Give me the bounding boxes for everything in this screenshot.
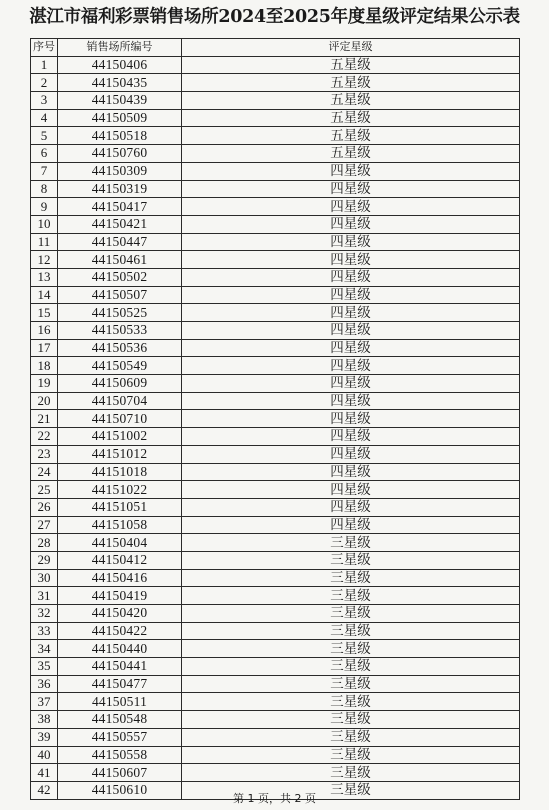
venue-id-cell: 44151018 — [58, 463, 182, 481]
serial-number-cell: 22 — [31, 428, 58, 446]
serial-number-cell: 29 — [31, 551, 58, 569]
star-rating-cell: 四星级 — [182, 339, 520, 357]
table-row — [31, 198, 520, 216]
serial-number-cell: 5 — [31, 127, 58, 145]
venue-id-cell: 44150710 — [58, 410, 182, 428]
serial-number-cell: 36 — [31, 675, 58, 693]
star-rating-cell: 四星级 — [182, 445, 520, 463]
star-rating-cell: 四星级 — [182, 215, 520, 233]
serial-number-cell: 38 — [31, 711, 58, 729]
serial-number-cell: 14 — [31, 286, 58, 304]
venue-id-cell: 44150461 — [58, 251, 182, 269]
table-row — [31, 463, 520, 481]
venue-id-cell: 44150412 — [58, 551, 182, 569]
venue-id-cell: 44150549 — [58, 357, 182, 375]
serial-number-cell: 24 — [31, 463, 58, 481]
star-rating-cell: 五星级 — [182, 56, 520, 74]
venue-id-cell: 44150435 — [58, 74, 182, 92]
serial-number-cell: 18 — [31, 357, 58, 375]
serial-number-cell: 41 — [31, 764, 58, 782]
serial-number-cell: 7 — [31, 162, 58, 180]
star-rating-cell: 四星级 — [182, 268, 520, 286]
venue-id-cell: 44150447 — [58, 233, 182, 251]
serial-number-cell: 31 — [31, 587, 58, 605]
venue-id-cell: 44150609 — [58, 375, 182, 393]
table-row — [31, 251, 520, 269]
venue-id-cell: 44150607 — [58, 764, 182, 782]
serial-number-cell: 12 — [31, 251, 58, 269]
table-row — [31, 74, 520, 92]
serial-number-cell: 3 — [31, 92, 58, 110]
venue-id-cell: 44150536 — [58, 339, 182, 357]
table-row — [31, 339, 520, 357]
table-header-row — [31, 39, 520, 57]
star-rating-cell: 四星级 — [182, 392, 520, 410]
table-row — [31, 215, 520, 233]
serial-number-cell: 40 — [31, 746, 58, 764]
serial-number-cell: 37 — [31, 693, 58, 711]
star-rating-cell: 三星级 — [182, 728, 520, 746]
star-rating-cell: 四星级 — [182, 286, 520, 304]
star-rating-cell: 三星级 — [182, 640, 520, 658]
star-rating-cell: 三星级 — [182, 746, 520, 764]
venue-id-cell: 44150419 — [58, 587, 182, 605]
venue-id-cell: 44150511 — [58, 693, 182, 711]
serial-number-cell: 8 — [31, 180, 58, 198]
star-rating-cell: 四星级 — [182, 162, 520, 180]
venue-id-cell: 44150610 — [58, 781, 182, 799]
star-rating-cell: 四星级 — [182, 410, 520, 428]
star-rating-cell: 五星级 — [182, 92, 520, 110]
serial-number-cell: 16 — [31, 322, 58, 340]
venue-id-cell: 44150557 — [58, 728, 182, 746]
table-row — [31, 268, 520, 286]
venue-id-cell: 44150441 — [58, 658, 182, 676]
star-rating-cell: 五星级 — [182, 109, 520, 127]
venue-id-cell: 44150507 — [58, 286, 182, 304]
serial-number-cell: 1 — [31, 56, 58, 74]
table-row — [31, 127, 520, 145]
venue-id-cell: 44150404 — [58, 534, 182, 552]
venue-id-cell: 44150518 — [58, 127, 182, 145]
serial-number-cell: 33 — [31, 622, 58, 640]
serial-number-cell: 42 — [31, 781, 58, 799]
table-row — [31, 534, 520, 552]
table-row — [31, 286, 520, 304]
table-row — [31, 569, 520, 587]
table-row — [31, 693, 520, 711]
star-rating-cell: 四星级 — [182, 357, 520, 375]
header-serial-number: 序号 — [31, 39, 58, 57]
venue-id-cell: 44150309 — [58, 162, 182, 180]
serial-number-cell: 25 — [31, 481, 58, 499]
star-rating-cell: 三星级 — [182, 534, 520, 552]
table-row — [31, 445, 520, 463]
star-rating-cell: 三星级 — [182, 605, 520, 623]
serial-number-cell: 4 — [31, 109, 58, 127]
star-rating-cell: 四星级 — [182, 198, 520, 216]
star-rating-cell: 五星级 — [182, 74, 520, 92]
star-rating-cell: 四星级 — [182, 251, 520, 269]
star-rating-cell: 四星级 — [182, 233, 520, 251]
star-rating-cell: 三星级 — [182, 587, 520, 605]
serial-number-cell: 32 — [31, 605, 58, 623]
table-row — [31, 587, 520, 605]
venue-id-cell: 44151012 — [58, 445, 182, 463]
serial-number-cell: 13 — [31, 268, 58, 286]
venue-id-cell: 44150477 — [58, 675, 182, 693]
page-footer: 第 1 页，共 2 页 — [233, 792, 316, 805]
header-venue-id: 销售场所编号 — [58, 39, 182, 57]
table-row — [31, 640, 520, 658]
table-row — [31, 56, 520, 74]
venue-id-cell: 44150417 — [58, 198, 182, 216]
star-rating-cell: 四星级 — [182, 498, 520, 516]
venue-id-cell: 44150704 — [58, 392, 182, 410]
table-row — [31, 481, 520, 499]
star-rating-cell: 三星级 — [182, 764, 520, 782]
table-row — [31, 162, 520, 180]
star-rating-cell: 三星级 — [182, 551, 520, 569]
table-row — [31, 675, 520, 693]
star-rating-cell: 四星级 — [182, 180, 520, 198]
star-rating-cell: 三星级 — [182, 622, 520, 640]
table-row — [31, 551, 520, 569]
results-table — [30, 38, 520, 800]
table-row — [31, 605, 520, 623]
serial-number-cell: 27 — [31, 516, 58, 534]
venue-id-cell: 44150502 — [58, 268, 182, 286]
serial-number-cell: 11 — [31, 233, 58, 251]
table-row — [31, 392, 520, 410]
serial-number-cell: 21 — [31, 410, 58, 428]
table-row — [31, 764, 520, 782]
table-row — [31, 322, 520, 340]
star-rating-cell: 四星级 — [182, 428, 520, 446]
venue-id-cell: 44151058 — [58, 516, 182, 534]
table-row — [31, 304, 520, 322]
serial-number-cell: 6 — [31, 145, 58, 163]
venue-id-cell: 44150406 — [58, 56, 182, 74]
serial-number-cell: 20 — [31, 392, 58, 410]
venue-id-cell: 44150509 — [58, 109, 182, 127]
table-row — [31, 746, 520, 764]
table-row — [31, 145, 520, 163]
venue-id-cell: 44150319 — [58, 180, 182, 198]
star-rating-cell: 四星级 — [182, 516, 520, 534]
serial-number-cell: 15 — [31, 304, 58, 322]
venue-id-cell: 44150440 — [58, 640, 182, 658]
star-rating-cell: 三星级 — [182, 781, 520, 799]
star-rating-cell: 三星级 — [182, 675, 520, 693]
star-rating-cell: 三星级 — [182, 711, 520, 729]
venue-id-cell: 44150548 — [58, 711, 182, 729]
venue-id-cell: 44150422 — [58, 622, 182, 640]
venue-id-cell: 44150439 — [58, 92, 182, 110]
star-rating-cell: 四星级 — [182, 322, 520, 340]
serial-number-cell: 10 — [31, 215, 58, 233]
table-body — [31, 56, 520, 799]
venue-id-cell: 44150421 — [58, 215, 182, 233]
serial-number-cell: 9 — [31, 198, 58, 216]
page-title: 湛江市福利彩票销售场所2024至2025年度星级评定结果公示表 — [29, 7, 520, 27]
venue-id-cell: 44150420 — [58, 605, 182, 623]
star-rating-cell: 四星级 — [182, 463, 520, 481]
table-row — [31, 498, 520, 516]
venue-id-cell: 44150533 — [58, 322, 182, 340]
serial-number-cell: 26 — [31, 498, 58, 516]
table-row — [31, 516, 520, 534]
star-rating-cell: 三星级 — [182, 693, 520, 711]
star-rating-cell: 三星级 — [182, 658, 520, 676]
serial-number-cell: 30 — [31, 569, 58, 587]
table-row — [31, 109, 520, 127]
serial-number-cell: 28 — [31, 534, 58, 552]
table-row — [31, 622, 520, 640]
venue-id-cell: 44151002 — [58, 428, 182, 446]
serial-number-cell: 39 — [31, 728, 58, 746]
serial-number-cell: 35 — [31, 658, 58, 676]
star-rating-cell: 四星级 — [182, 304, 520, 322]
table-row — [31, 180, 520, 198]
venue-id-cell: 44150525 — [58, 304, 182, 322]
venue-id-cell: 44150558 — [58, 746, 182, 764]
table-row — [31, 233, 520, 251]
star-rating-cell: 四星级 — [182, 481, 520, 499]
venue-id-cell: 44151022 — [58, 481, 182, 499]
table-row — [31, 728, 520, 746]
table-row — [31, 375, 520, 393]
serial-number-cell: 17 — [31, 339, 58, 357]
serial-number-cell: 19 — [31, 375, 58, 393]
venue-id-cell: 44151051 — [58, 498, 182, 516]
star-rating-cell: 五星级 — [182, 145, 520, 163]
serial-number-cell: 2 — [31, 74, 58, 92]
serial-number-cell: 34 — [31, 640, 58, 658]
table-row — [31, 711, 520, 729]
table-row — [31, 92, 520, 110]
header-star-rating: 评定星级 — [182, 39, 520, 57]
serial-number-cell: 23 — [31, 445, 58, 463]
star-rating-cell: 五星级 — [182, 127, 520, 145]
table-row — [31, 428, 520, 446]
venue-id-cell: 44150416 — [58, 569, 182, 587]
table-row — [31, 658, 520, 676]
table-row — [31, 357, 520, 375]
star-rating-cell: 三星级 — [182, 569, 520, 587]
table-row — [31, 410, 520, 428]
venue-id-cell: 44150760 — [58, 145, 182, 163]
star-rating-cell: 四星级 — [182, 375, 520, 393]
